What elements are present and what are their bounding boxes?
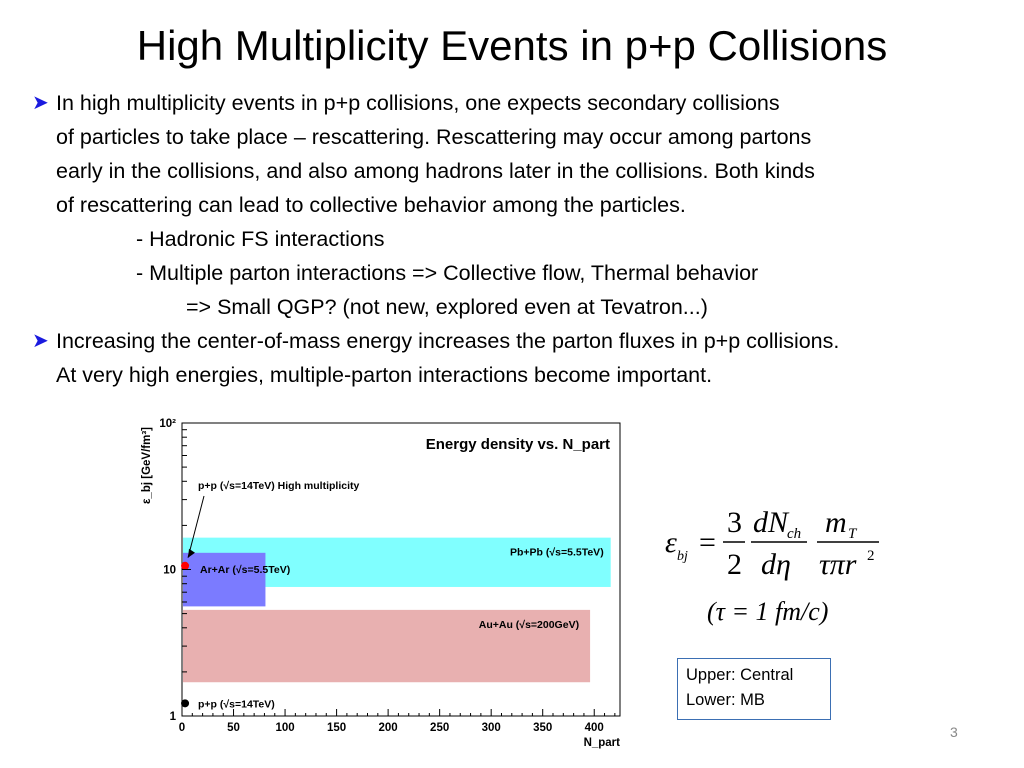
region-label-0: Pb+Pb (√s=5.5TeV) (510, 546, 604, 559)
region-2 (183, 553, 265, 607)
svg-text:ch: ch (787, 526, 802, 542)
svg-text:dη: dη (761, 548, 791, 581)
legend-lower-mb: Lower: MB (686, 691, 765, 709)
bjorken-formula (665, 500, 905, 640)
x-tick-label-4: 200 (378, 722, 398, 734)
region-label-2: Ar+Ar (√s=5.5TeV) (200, 563, 291, 576)
bullet-energy (32, 324, 1012, 392)
data-point-1 (181, 699, 189, 707)
y-tick-label-1: 10 (163, 564, 176, 577)
chart-title: Energy density vs. N_part (425, 436, 610, 453)
energy-density-chart (130, 415, 630, 755)
x-tick-label-2: 100 (275, 722, 295, 734)
y-tick-label-0: 1 (169, 711, 176, 723)
bullet2-line1: Increasing the center-of-mass energy increases the parton fluxes in p+p collisions. (56, 329, 840, 353)
page-number: 3 (950, 724, 958, 740)
sub-bullet-mpi: - Multiple parton interactions => Collective flow, Thermal behavior (136, 261, 759, 285)
svg-text:2: 2 (727, 548, 742, 581)
bullet2-line2: At very high energies, multiple-parton interactions become important. (56, 363, 713, 387)
svg-text:bj: bj (677, 549, 688, 564)
x-tick-label-6: 300 (481, 722, 501, 734)
x-tick-label-8: 400 (584, 722, 604, 734)
x-tick-label-0: 0 (178, 722, 186, 734)
legend-upper-central: Upper: Central (686, 666, 794, 684)
bullet-rescattering (32, 86, 1012, 324)
svg-text:ε: ε (665, 526, 677, 559)
svg-text:=: = (699, 526, 716, 559)
x-tick-label-3: 150 (326, 722, 347, 734)
sub-bullet-qgp: => Small QGP? (not new, explored even at Tevatron...) (186, 295, 708, 319)
sub-bullet-hadronic: - Hadronic FS interactions (136, 227, 385, 251)
bullet1-line2: of particles to take place – rescattering. Rescattering may occur among partons (56, 125, 812, 149)
tau-condition: (τ = 1 fm/c) (707, 597, 829, 626)
arrow-bullet-icon: ➤ (32, 330, 49, 352)
slide-title: High Multiplicity Events in p+p Collisions (136, 22, 888, 69)
y-tick-label-2: 10² (159, 418, 176, 430)
x-tick-label-5: 250 (430, 722, 450, 734)
arrow-bullet-icon: ➤ (32, 92, 49, 114)
x-axis-label: N_part (583, 737, 620, 749)
point-label-mb: p+p (√s=14TeV) (198, 698, 275, 711)
point-label-high-mult: p+p (√s=14TeV) High multiplicity (198, 480, 360, 492)
y-axis-label: ε_bj [GeV/fm³] (141, 427, 153, 505)
svg-text:T: T (848, 526, 857, 542)
data-point-0 (181, 562, 189, 570)
svg-text:2: 2 (867, 548, 875, 564)
x-tick-label-7: 350 (533, 722, 553, 734)
svg-text:m: m (825, 506, 847, 539)
bullet1-line1: In high multiplicity events in p+p collisions, one expects secondary collisions (56, 91, 780, 115)
svg-text:dN: dN (753, 506, 789, 539)
legend-note-box (677, 658, 831, 720)
bullet1-line4: of rescattering can lead to collective behavior among the particles. (56, 193, 686, 217)
x-tick-label-1: 50 (227, 722, 240, 734)
region-label-1: Au+Au (√s=200GeV) (478, 618, 580, 631)
svg-text:3: 3 (727, 506, 742, 539)
svg-text:τπr: τπr (819, 548, 857, 581)
bullet1-line3: early in the collisions, and also among hadrons later in the collisions. Both kinds (56, 159, 815, 183)
